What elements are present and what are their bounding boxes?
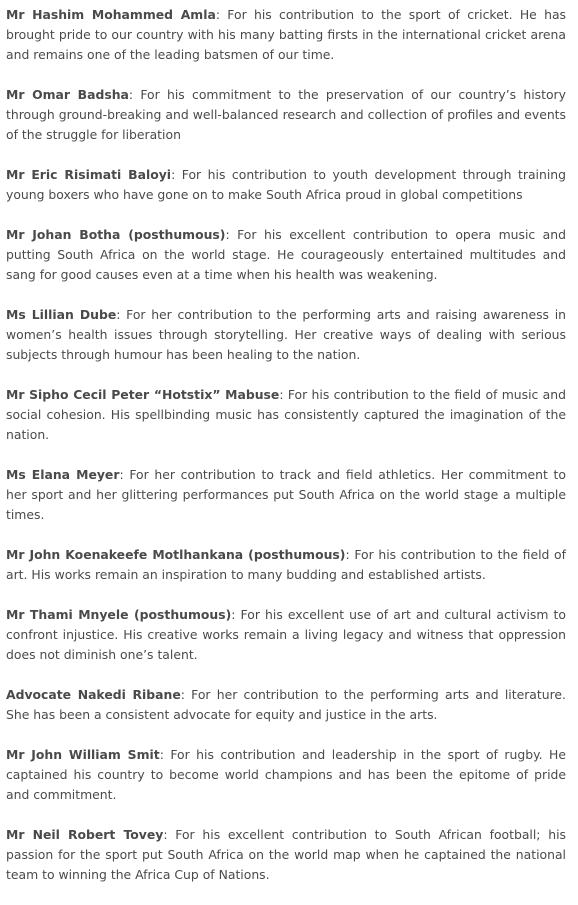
recipient-name: Ms Elana Meyer [6, 467, 120, 482]
citation-text: For her contribution to the performing arts and raising awareness in women’s health issues through storytelling. Her creative ways of dealing with serious subjects through humour has been healing to the nation. [6, 307, 566, 362]
recipient-name: Advocate Nakedi Ribane [6, 687, 181, 702]
citation-entry-badsha: Mr Omar Badsha: For his commitment to the preservation of our country’s history through ground-breaking and well-balanced research and collection of profiles and events of the struggle for liberation [6, 87, 566, 142]
citation-text: For his contribution to youth development through training young boxers who have gone on to make South Africa proud in global competitions [6, 167, 566, 202]
recipient-name: Mr Sipho Cecil Peter “Hotstix” Mabuse [6, 387, 280, 402]
recipient-name: Mr Eric Risimati Baloyi [6, 167, 172, 182]
citation-entry-botha: Mr Johan Botha (posthumous): For his excellent contribution to opera music and putting South Africa on the world stage. He courageously entertained multitudes and sang for good causes even at a time when his health was weakening. [6, 227, 566, 282]
citation-text: For his contribution to the field of music and social cohesion. His spellbinding music has consistently captured the imagination of the nation. [6, 387, 566, 442]
citation-entry-meyer: Ms Elana Meyer: For her contribution to track and field athletics. Her commitment to her sport and her glittering performances put South Africa on the world stage a multiple times. [6, 467, 566, 522]
recipient-name: Mr Hashim Mohammed Amla [6, 7, 216, 22]
citation-text: For his contribution to the field of art. His works remain an inspiration to many budding and established artists. [6, 547, 566, 582]
citation-entry-mnyele: Mr Thami Mnyele (posthumous): For his excellent use of art and cultural activism to confront injustice. His creative works remain a living legacy and witness that oppression does not diminish one’s talent. [6, 607, 566, 662]
citation-text: For his excellent contribution to opera music and putting South Africa on the world stage. He courageously entertained multitudes and sang for good causes even at a time when his health was weakening. [6, 227, 566, 282]
recipient-name: Mr Thami Mnyele (posthumous) [6, 607, 232, 622]
citation-text: For his excellent use of art and cultural activism to confront injustice. His creative works remain a living legacy and witness that oppression does not diminish one’s talent. [6, 607, 566, 662]
citation-entry-mabuse: Mr Sipho Cecil Peter “Hotstix” Mabuse: For his contribution to the field of music and social cohesion. His spellbinding music has consistently captured the imagination of the nation. [6, 387, 566, 442]
citation-entry-ribane: Advocate Nakedi Ribane: For her contribution to the performing arts and literature. She has been a consistent advocate for equity and justice in the arts. [6, 687, 566, 722]
citation-entry-motlhankana: Mr John Koenakeefe Motlhankana (posthumous): For his contribution to the field of art. His works remain an inspiration to many budding and established artists. [6, 547, 566, 582]
citation-text: For his contribution and leadership in the sport of rugby. He captained his country to become world champions and has been the epitome of pride and commitment. [6, 747, 566, 802]
citation-entry-smit: Mr John William Smit: For his contribution and leadership in the sport of rugby. He captained his country to become world champions and has been the epitome of pride and commitment. [6, 747, 566, 802]
recipient-name: Mr Neil Robert Tovey [6, 827, 164, 842]
citation-text: For his contribution to the sport of cricket. He has brought pride to our country with his many batting firsts in the international cricket arena and remains one of the leading batsmen of our time. [6, 7, 566, 62]
citation-text: For her contribution to the performing arts and literature. She has been a consistent advocate for equity and justice in the arts. [6, 687, 566, 722]
recipient-name: Mr John William Smit [6, 747, 160, 762]
citation-text: For her contribution to track and field athletics. Her commitment to her sport and her glittering performances put South Africa on the world stage a multiple times. [6, 467, 566, 522]
citation-entry-amla: Mr Hashim Mohammed Amla: For his contribution to the sport of cricket. He has brought pride to our country with his many batting firsts in the international cricket arena and remains one of the leading batsmen of our time. [6, 7, 566, 62]
recipient-name: Mr Johan Botha (posthumous) [6, 227, 226, 242]
citation-text: For his excellent contribution to South African football; his passion for the sport put South Africa on the world map when he captained the national team to winning the Africa Cup of Nations. [6, 827, 566, 882]
recipient-name: Ms Lillian Dube [6, 307, 117, 322]
recipient-name: Mr Omar Badsha [6, 87, 129, 102]
recipient-name: Mr John Koenakeefe Motlhankana (posthumous) [6, 547, 346, 562]
citation-text: For his commitment to the preservation of our country’s history through ground-breaking and well-balanced research and collection of profiles and events of the struggle for liberation [6, 87, 566, 142]
citation-entry-dube: Ms Lillian Dube: For her contribution to the performing arts and raising awareness in women’s health issues through storytelling. Her creative ways of dealing with serious subjects through humour has been healing to the nation. [6, 307, 566, 362]
citations-document [6, 5, 566, 905]
citation-entry-tovey: Mr Neil Robert Tovey: For his excellent contribution to South African football; his passion for the sport put South Africa on the world map when he captained the national team to winning the Africa Cup of Nations. [6, 827, 566, 882]
citation-entry-baloyi: Mr Eric Risimati Baloyi: For his contribution to youth development through training young boxers who have gone on to make South Africa proud in global competitions [6, 167, 566, 202]
